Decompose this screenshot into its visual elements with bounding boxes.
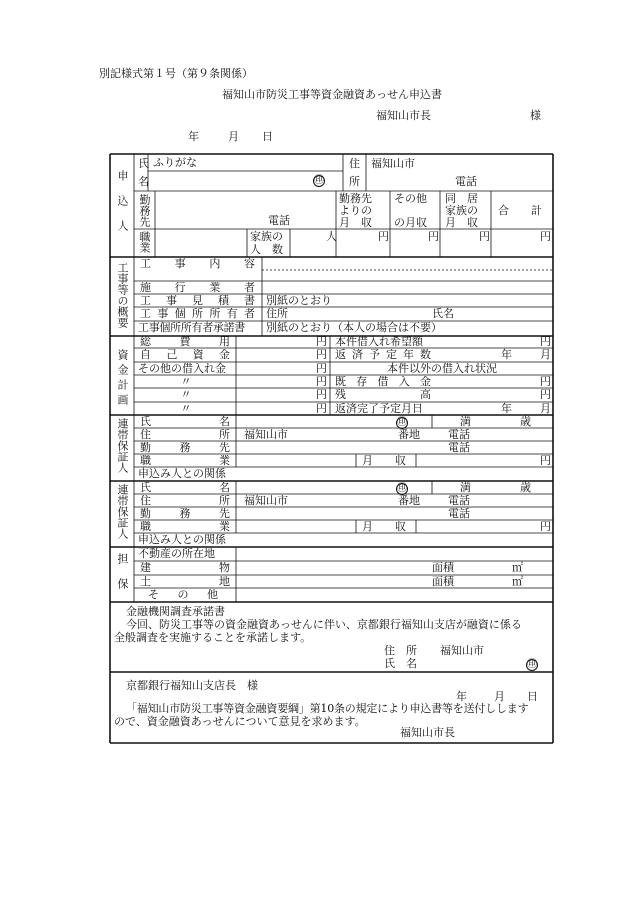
guarantor2-income-label: 月 収 — [362, 520, 406, 533]
consent-title: 金融機関調査承諾書 — [126, 605, 225, 618]
guarantor1-income-yen: 円 — [540, 454, 551, 467]
consent-address-label: 住 所 — [384, 644, 417, 657]
repay-end-tsuki: 月 — [540, 402, 551, 415]
income-employer-l1: 勤務先 — [339, 192, 372, 205]
building-area-label: 面積 — [432, 561, 454, 574]
bank-request-line-2: ので、資金融資あっせんについて意見を求めます。 — [114, 715, 366, 728]
addressee: 福知山市長 — [376, 109, 431, 122]
bank-date-month: 月 — [494, 690, 505, 703]
desired-loan-label: 本件借入れ希望額 — [335, 335, 423, 348]
guarantor1-city: 福知山市 — [244, 428, 288, 441]
estimate-value: 別紙のとおり — [266, 294, 332, 307]
building-label: 建物 — [140, 562, 230, 574]
ditto-2-yen: 円 — [316, 388, 327, 401]
guarantor1-age-label: 満 — [460, 415, 471, 428]
guarantor2-income-yen: 円 — [540, 520, 551, 533]
repay-years-label: 返済予定年数 — [335, 349, 431, 361]
total-cost-yen: 円 — [316, 335, 327, 348]
repay-years-nen: 年 — [501, 348, 512, 361]
applicant-seal: ㊞ — [314, 175, 324, 186]
own-funds-yen: 円 — [316, 348, 327, 361]
guarantor2-employer-phone: 電話 — [448, 507, 470, 520]
site-owner-label: 工事個所所有者 — [140, 308, 255, 320]
other-loans-status-label: 本件以外の借入れ状況 — [387, 362, 497, 375]
guarantor1-seal: ㊞ — [397, 417, 407, 428]
applicant-address-label-bottom: 所 — [349, 175, 360, 188]
guarantor1-employer-label: 勤務先 — [140, 442, 230, 454]
ditto-mark-3: 〃 — [180, 402, 192, 415]
total-cost-label: 総費用 — [140, 336, 230, 348]
land-area-label: 面積 — [432, 575, 454, 588]
guarantor2-age-unit: 歳 — [520, 481, 531, 494]
land-label: 土地 — [140, 576, 230, 588]
employer-phone-label: 電話 — [268, 214, 290, 227]
income-family-yen: 円 — [479, 230, 490, 243]
balance-label: 残高 — [335, 389, 431, 401]
guarantor1-banchi: 番地 — [398, 428, 420, 441]
family-count-label-l1: 家族の — [250, 230, 283, 243]
guarantor1-section-label: 連帯保証人 — [116, 418, 129, 473]
form-number: 別記様式第１号（第９条関係） — [99, 67, 253, 80]
site-owner-address-label: 住所 — [266, 307, 288, 320]
contractor-label: 施行業者 — [140, 282, 255, 294]
guarantor2-city: 福知山市 — [244, 494, 288, 507]
ditto-3-yen: 円 — [316, 402, 327, 415]
existing-loan-label: 既存借入金 — [335, 376, 431, 388]
guarantor1-phone-label: 電話 — [448, 428, 470, 441]
income-employer-l2: よりの — [339, 204, 372, 217]
balance-yen: 円 — [540, 388, 551, 401]
bank-date-year: 年 — [456, 690, 467, 703]
other-collateral-label: その他 — [148, 589, 218, 601]
property-location-label: 不動産の所在地 — [138, 547, 215, 560]
repay-years-tsuki: 月 — [540, 348, 551, 361]
repay-end-label: 返済完了予定月日 — [335, 402, 423, 415]
bank-request-line-1: 「福知山市防災工事等資金融資要綱」第10条の規定により申込書等を送付しします — [126, 702, 529, 715]
guarantor2-name-label: 氏名 — [140, 482, 230, 494]
date-day-label: 日 — [262, 130, 273, 143]
family-count-label-l2: 人 数 — [250, 243, 283, 256]
own-funds-label: 自己資金 — [140, 349, 230, 361]
income-family-l2: 家族の — [445, 204, 478, 217]
income-employer-l3: 月 収 — [339, 216, 372, 229]
consent-name-label: 氏 名 — [384, 657, 417, 670]
occupation-label: 職業 — [138, 231, 151, 253]
consent-address-city: 福知山市 — [440, 644, 484, 657]
ditto-1-yen: 円 — [316, 375, 327, 388]
form-title: 福知山市防災工事等資金融資あっせん申込書 — [222, 88, 442, 101]
work-content-label: 工事内容 — [140, 258, 255, 270]
guarantor2-seal: ㊞ — [397, 483, 407, 494]
income-other-yen: 円 — [428, 230, 439, 243]
addressee-honorific: 様 — [530, 109, 541, 122]
consent-line-2: 全般調査を実施することを承諾します。 — [114, 631, 312, 644]
bank-addressee: 京都銀行福知山支店長 様 — [126, 679, 258, 692]
employer-label: 勤務先 — [138, 194, 151, 227]
applicant-phone-label: 電話 — [455, 175, 477, 188]
desired-loan-yen: 円 — [540, 335, 551, 348]
repay-end-nen: 年 — [501, 402, 512, 415]
owner-consent-value: 別紙のとおり（本人の場合は不要） — [266, 321, 442, 334]
owner-consent-label: 工事個所所有者承諾書 — [138, 321, 245, 334]
guarantor1-income-label: 月 収 — [362, 454, 406, 467]
income-other-l1: その他 — [394, 192, 427, 205]
guarantor2-age-label: 満 — [460, 481, 471, 494]
other-borrowing-label: その他の借入れ金 — [138, 362, 226, 375]
overview-section-label: 工事等の概要 — [116, 262, 129, 328]
ditto-mark-2: 〃 — [180, 388, 192, 401]
furigana-label: ふりがな — [153, 156, 197, 169]
other-borrowing-yen: 円 — [316, 362, 327, 375]
applicant-name-label-mei: 名 — [138, 175, 149, 188]
consent-line-1: 今回、防災工事等の資金融資あっせんに伴い、京都銀行福知山支店が融資に係る — [126, 618, 522, 631]
site-owner-name-label: 氏名 — [432, 307, 454, 320]
applicant-city: 福知山市 — [371, 157, 415, 170]
income-employer-yen: 円 — [378, 230, 389, 243]
guarantor2-employer-label: 勤務先 — [140, 508, 230, 520]
family-count-unit: 人 — [326, 230, 337, 243]
ditto-mark-1: 〃 — [180, 375, 192, 388]
guarantor2-relation-label: 申込み人との関係 — [138, 533, 226, 546]
guarantor1-occupation-label: 職業 — [140, 455, 230, 467]
consent-seal: ㊞ — [527, 659, 537, 670]
income-family-l3: 月 収 — [445, 216, 478, 229]
guarantor2-phone-label: 電話 — [448, 494, 470, 507]
applicant-name-label-shi: 氏 — [138, 157, 149, 170]
guarantor1-relation-label: 申込み人との関係 — [138, 467, 226, 480]
applicant-address-label-top: 住 — [349, 157, 360, 170]
guarantor2-address-label: 住所 — [140, 495, 230, 507]
funding-section-label: 資金計画 — [116, 349, 129, 409]
existing-loan-yen: 円 — [540, 375, 551, 388]
bank-date-day: 日 — [527, 690, 538, 703]
guarantor2-section-label: 連帯保証人 — [116, 484, 129, 539]
income-total-yen: 円 — [540, 230, 551, 243]
building-area-unit: ㎡ — [512, 561, 523, 574]
date-month-label: 月 — [228, 130, 239, 143]
date-year-label: 年 — [188, 130, 199, 143]
guarantor2-banchi: 番地 — [398, 494, 420, 507]
guarantor2-occupation-label: 職業 — [140, 521, 230, 533]
collateral-section-label: 担保 — [116, 553, 129, 603]
income-total-label: 合 計 — [498, 204, 542, 217]
estimate-label: 工事見積書 — [140, 295, 255, 307]
bank-sender: 福知山市長 — [400, 726, 455, 739]
guarantor1-name-label: 氏名 — [140, 416, 230, 428]
income-family-l1: 同 居 — [445, 192, 478, 205]
guarantor1-age-unit: 歳 — [520, 415, 531, 428]
land-area-unit: ㎡ — [512, 575, 523, 588]
guarantor1-address-label: 住所 — [140, 429, 230, 441]
applicant-section-label: 申込人 — [116, 170, 129, 245]
income-other-l3: の月収 — [394, 216, 427, 229]
guarantor1-employer-phone: 電話 — [448, 441, 470, 454]
